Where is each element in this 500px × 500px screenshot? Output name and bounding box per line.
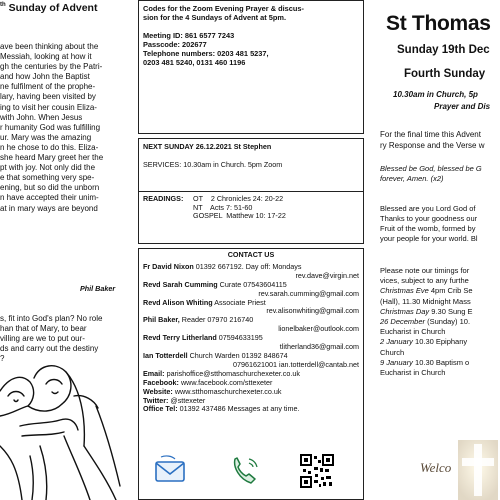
response-line: Blessed be God, blessed be G bbox=[380, 164, 482, 173]
signature: Phil Baker bbox=[80, 284, 116, 293]
church-name: St Thomas bbox=[386, 12, 491, 35]
cross-icon bbox=[458, 440, 498, 500]
icons-row bbox=[139, 453, 364, 491]
verse-line: Fruit of the womb, formed by bbox=[380, 224, 476, 233]
qr-code-icon[interactable] bbox=[299, 453, 335, 489]
timing-line: Christmas Eve 4pm Crib Se bbox=[380, 286, 473, 296]
verse-line: Thanks to your goodness our bbox=[380, 214, 478, 223]
readings-label: READINGS: bbox=[143, 194, 184, 203]
christmas-timings bbox=[380, 266, 473, 378]
info-column bbox=[138, 0, 364, 500]
reflection-text bbox=[0, 42, 132, 214]
contact-email[interactable]: 07961621001 ian.totterdell@cantab.net bbox=[233, 359, 359, 369]
contact-line: Ian Totterdell Church Warden 01392 848674 bbox=[143, 350, 288, 360]
reading-item: OT 2 Chronicles 24: 20-22 bbox=[193, 194, 284, 203]
title-ordinal: th bbox=[0, 2, 6, 8]
question-line: s, fit into God's plan? No role bbox=[0, 314, 103, 323]
timing-line: 2 January 10.30 Epiphany bbox=[380, 337, 468, 347]
readings-list bbox=[193, 195, 286, 221]
reflection-line: and how John the Baptist bbox=[0, 72, 90, 82]
zoom-codes-box bbox=[138, 0, 364, 134]
passcode: Passcode: 202677 bbox=[143, 40, 207, 49]
verse-line: your people for your world. Bl bbox=[380, 234, 478, 243]
reflection-line: ne fulfilment of the prophe- bbox=[0, 82, 96, 92]
reflection-line: ur. Mary was the amazing bbox=[0, 132, 92, 142]
reflection-title bbox=[0, 2, 132, 14]
timing-line: Christmas Day 9.30 Sung E bbox=[380, 306, 473, 316]
meeting-id: Meeting ID: 861 6577 7243 bbox=[143, 31, 235, 40]
contact-email[interactable]: rev.alisonwhiting@gmail.com bbox=[266, 306, 359, 316]
question-line: ? bbox=[0, 354, 5, 364]
telephone-numbers-more: 0203 481 5240, 0131 460 1196 bbox=[143, 58, 246, 67]
contact-line: Email: parishoffice@stthomaschurchexeter.co.uk bbox=[143, 368, 300, 378]
phone-icon[interactable] bbox=[227, 453, 263, 489]
service-date: Sunday 19th Dec bbox=[397, 44, 490, 56]
contact-line: Revd Terry Litherland 07594633195 bbox=[143, 333, 263, 343]
reflection-line: lary, having been visited by bbox=[0, 92, 96, 102]
liturgical-week: Fourth Sunday bbox=[404, 68, 486, 80]
timing-line: 9 January 10.30 Baptism o bbox=[380, 357, 470, 367]
contact-line: Office Tel: 01392 437486 Messages at any time. bbox=[143, 404, 300, 414]
readings-box bbox=[138, 192, 364, 244]
contact-box bbox=[138, 248, 364, 500]
reflection-line: n have accepted their unim- bbox=[0, 193, 99, 203]
timing-line: Church bbox=[380, 347, 405, 357]
service-times: 10.30am in Church, 5p bbox=[393, 90, 478, 99]
cover-column bbox=[370, 0, 500, 500]
contact-email[interactable]: rev.dave@virgin.net bbox=[295, 270, 359, 280]
verse-text bbox=[380, 204, 478, 244]
intro-line: For the final time this Advent bbox=[380, 130, 481, 139]
zoom-heading: Codes for the Zoom Evening Prayer & discus- bbox=[143, 4, 304, 13]
timings-intro: Please note our timings for bbox=[380, 266, 470, 275]
reflection-column bbox=[0, 0, 132, 500]
reflection-line: gh the centuries by the Patri- bbox=[0, 62, 103, 72]
reflection-line: ening, but so did the unborn bbox=[0, 183, 100, 193]
contact-email[interactable]: rev.sarah.cumming@gmail.com bbox=[258, 288, 359, 298]
contact-line: Revd Alison Whiting Associate Priest bbox=[143, 297, 266, 307]
contact-heading: CONTACT US bbox=[227, 250, 275, 259]
welcome-text: Welco bbox=[420, 460, 452, 475]
reflection-line: e that something very spe- bbox=[0, 173, 95, 183]
contact-line: Revd Sarah Cumming Curate 07543604115 bbox=[143, 279, 287, 289]
prayer-discussion: Prayer and Dis bbox=[434, 102, 491, 111]
timing-line: (Hall), 11.30 Midnight Mass bbox=[380, 296, 471, 306]
email-icon[interactable] bbox=[153, 453, 189, 489]
contact-line: Fr David Nixon 01392 667192. Day off: Mondays bbox=[143, 261, 302, 271]
timing-line: Eucharist in Church bbox=[380, 368, 446, 378]
question-line: ds and carry out the destiny bbox=[0, 344, 99, 354]
reflection-line: she heard Mary greet her the bbox=[0, 153, 104, 163]
services-box bbox=[138, 138, 364, 192]
response-line: forever, Amen. (x2) bbox=[380, 174, 444, 183]
contact-line: Phil Baker, Reader 07970 216740 bbox=[143, 315, 254, 325]
telephone-numbers: Telephone numbers: 0203 481 5237, bbox=[143, 49, 269, 58]
timing-line: 26 December (Sunday) 10. bbox=[380, 317, 471, 327]
contact-line: Website: www.stthomaschurchexeter.co.uk bbox=[143, 386, 282, 396]
response-text bbox=[380, 164, 482, 184]
reflection-line: Messiah, looking at how it bbox=[0, 52, 92, 62]
timings-intro: vices, subject to any furthe bbox=[380, 276, 469, 286]
visitation-illustration bbox=[0, 296, 132, 500]
reflection-line: ave been thinking about the bbox=[0, 42, 99, 51]
next-sunday: NEXT SUNDAY 26.12.2021 St Stephen bbox=[143, 142, 272, 151]
zoom-heading-2: sion for the 4 Sundays of Advent at 5pm. bbox=[143, 13, 287, 22]
reflection-line: n he chose to do this. Eliza- bbox=[0, 142, 99, 152]
question-line: villing are we to put our- bbox=[0, 334, 85, 344]
reflection-line: r humanity God was fulfilling bbox=[0, 122, 101, 132]
title-text: Sunday of Advent bbox=[8, 2, 98, 14]
contact-email[interactable]: tlitherland36@gmail.com bbox=[279, 342, 359, 352]
intro-line: ry Response and the Verse w bbox=[380, 140, 485, 150]
reflection-line: ing to visit her cousin Eliza- bbox=[0, 102, 97, 112]
reflection-line: with John. When Jesus bbox=[0, 112, 83, 122]
response-intro bbox=[380, 130, 485, 151]
contact-line: Twitter: @sttexeter bbox=[143, 395, 206, 405]
contact-email[interactable]: lionelbaker@outlook.com bbox=[278, 324, 359, 334]
services-times: SERVICES: 10.30am in Church. 5pm Zoom bbox=[143, 160, 283, 170]
reading-item: GOSPEL Matthew 10: 17-22 bbox=[193, 211, 286, 221]
question-line: han that of Mary, to bear bbox=[0, 324, 87, 334]
reading-item: NT Acts 7: 51-60 bbox=[193, 202, 253, 212]
reflection-line: pt with joy. Not only did the bbox=[0, 163, 96, 173]
contact-line: Facebook: www.facebook.com/sttexeter bbox=[143, 377, 273, 387]
verse-line: Blessed are you Lord God of bbox=[380, 204, 476, 213]
reflection-line: at in mary ways are beyond bbox=[0, 203, 98, 213]
timing-line: Eucharist in Church bbox=[380, 327, 446, 337]
